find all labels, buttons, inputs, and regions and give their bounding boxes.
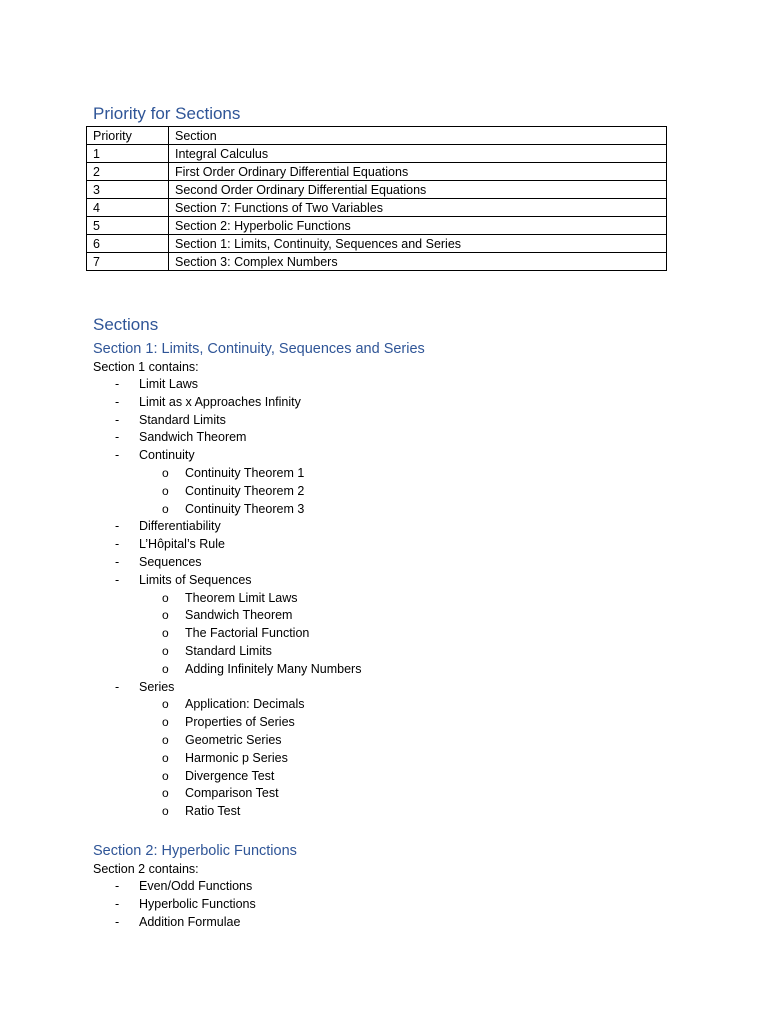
table-cell-priority: 1 [87, 145, 169, 163]
section2-intro: Section 2 contains: [93, 862, 199, 876]
dash-bullet: - [115, 572, 120, 587]
table-cell-section: Section 7: Functions of Two Variables [169, 199, 667, 217]
dash-bullet: - [115, 377, 120, 391]
circle-bullet: o [162, 608, 169, 623]
table-cell-section: Section 2: Hyperbolic Functions [169, 217, 667, 235]
circle-bullet: o [162, 715, 169, 730]
dash-bullet: - [115, 430, 120, 445]
table-header-priority: Priority [87, 127, 169, 145]
table-cell-section: Section 3: Complex Numbers [169, 253, 667, 271]
list-item-text: Hyperbolic Functions [139, 896, 256, 911]
list-item-text: Harmonic p Series [185, 750, 288, 765]
dash-bullet: - [115, 914, 120, 929]
list-item-text: Series [139, 679, 175, 694]
list-item-text: Comparison Test [185, 786, 279, 801]
circle-bullet: o [162, 697, 169, 712]
list-item-text: Continuity Theorem 3 [185, 501, 305, 516]
dash-bullet: - [115, 879, 120, 893]
dash-bullet: - [115, 896, 120, 911]
table-row [87, 181, 667, 199]
list-item-text: Sandwich Theorem [139, 430, 247, 445]
list-item-text: Addition Formulae [139, 914, 241, 929]
circle-bullet: o [162, 750, 169, 765]
table-cell-section: Second Order Ordinary Differential Equations [169, 181, 667, 199]
table-cell-priority: 6 [87, 235, 169, 253]
circle-bullet: o [162, 786, 169, 801]
list-item-text: Theorem Limit Laws [185, 590, 298, 605]
list-item-text: Application: Decimals [185, 697, 305, 712]
sections-heading: Sections [93, 315, 159, 334]
dash-bullet: - [115, 412, 120, 427]
list-item-text: Divergence Test [185, 768, 275, 783]
list-item-text: Standard Limits [185, 643, 272, 658]
circle-bullet: o [162, 483, 169, 498]
priority-heading: Priority for Sections [93, 104, 241, 123]
circle-bullet: o [162, 661, 169, 676]
list-item-text: Sandwich Theorem [185, 608, 293, 623]
circle-bullet: o [162, 626, 169, 641]
list-item-text: Even/Odd Functions [139, 879, 253, 893]
list-item-text: Standard Limits [139, 412, 226, 427]
circle-bullet: o [162, 643, 169, 658]
table-cell-priority: 7 [87, 253, 169, 271]
dash-bullet: - [115, 537, 120, 552]
section2-title: Section 2: Hyperbolic Functions [93, 843, 297, 859]
section1-intro: Section 1 contains: [93, 360, 199, 374]
table-header-section: Section [169, 127, 667, 145]
list-item-text: Properties of Series [185, 715, 295, 730]
list-item-text: L’Hôpital’s Rule [139, 537, 225, 552]
dash-bullet: - [115, 679, 120, 694]
dash-bullet: - [115, 554, 120, 569]
table-row [87, 253, 667, 271]
table-row [87, 163, 667, 181]
list-item-text: Ratio Test [185, 804, 241, 819]
circle-bullet: o [162, 501, 169, 516]
list-item-text: Continuity [139, 448, 195, 463]
circle-bullet: o [162, 590, 169, 605]
list-item-text: Limits of Sequences [139, 572, 252, 587]
table-header-row [87, 127, 667, 145]
table-cell-priority: 3 [87, 181, 169, 199]
circle-bullet: o [162, 732, 169, 747]
list-item-text: The Factorial Function [185, 626, 310, 641]
circle-bullet: o [162, 768, 169, 783]
table-row [87, 199, 667, 217]
dash-bullet: - [115, 448, 120, 463]
table-cell-priority: 4 [87, 199, 169, 217]
list-item-text: Geometric Series [185, 732, 282, 747]
table-row [87, 145, 667, 163]
dash-bullet: - [115, 519, 120, 534]
list-item-text: Limit as x Approaches Infinity [139, 394, 301, 409]
table-cell-section: Integral Calculus [169, 145, 667, 163]
table-row [87, 235, 667, 253]
table-row [87, 217, 667, 235]
list-item-text: Continuity Theorem 1 [185, 465, 305, 480]
circle-bullet: o [162, 465, 169, 480]
priority-table [86, 126, 667, 271]
list-item-text: Continuity Theorem 2 [185, 483, 305, 498]
circle-bullet: o [162, 804, 169, 819]
table-cell-section: First Order Ordinary Differential Equations [169, 163, 667, 181]
table-cell-priority: 5 [87, 217, 169, 235]
table-cell-section: Section 1: Limits, Continuity, Sequences and Series [169, 235, 667, 253]
table-cell-priority: 2 [87, 163, 169, 181]
list-item-text: Limit Laws [139, 377, 199, 391]
section1-title: Section 1: Limits, Continuity, Sequences and Series [93, 341, 425, 357]
list-item-text: Sequences [139, 554, 202, 569]
list-item-text: Adding Infinitely Many Numbers [185, 661, 362, 676]
list-item-text: Differentiability [139, 519, 221, 534]
dash-bullet: - [115, 394, 120, 409]
